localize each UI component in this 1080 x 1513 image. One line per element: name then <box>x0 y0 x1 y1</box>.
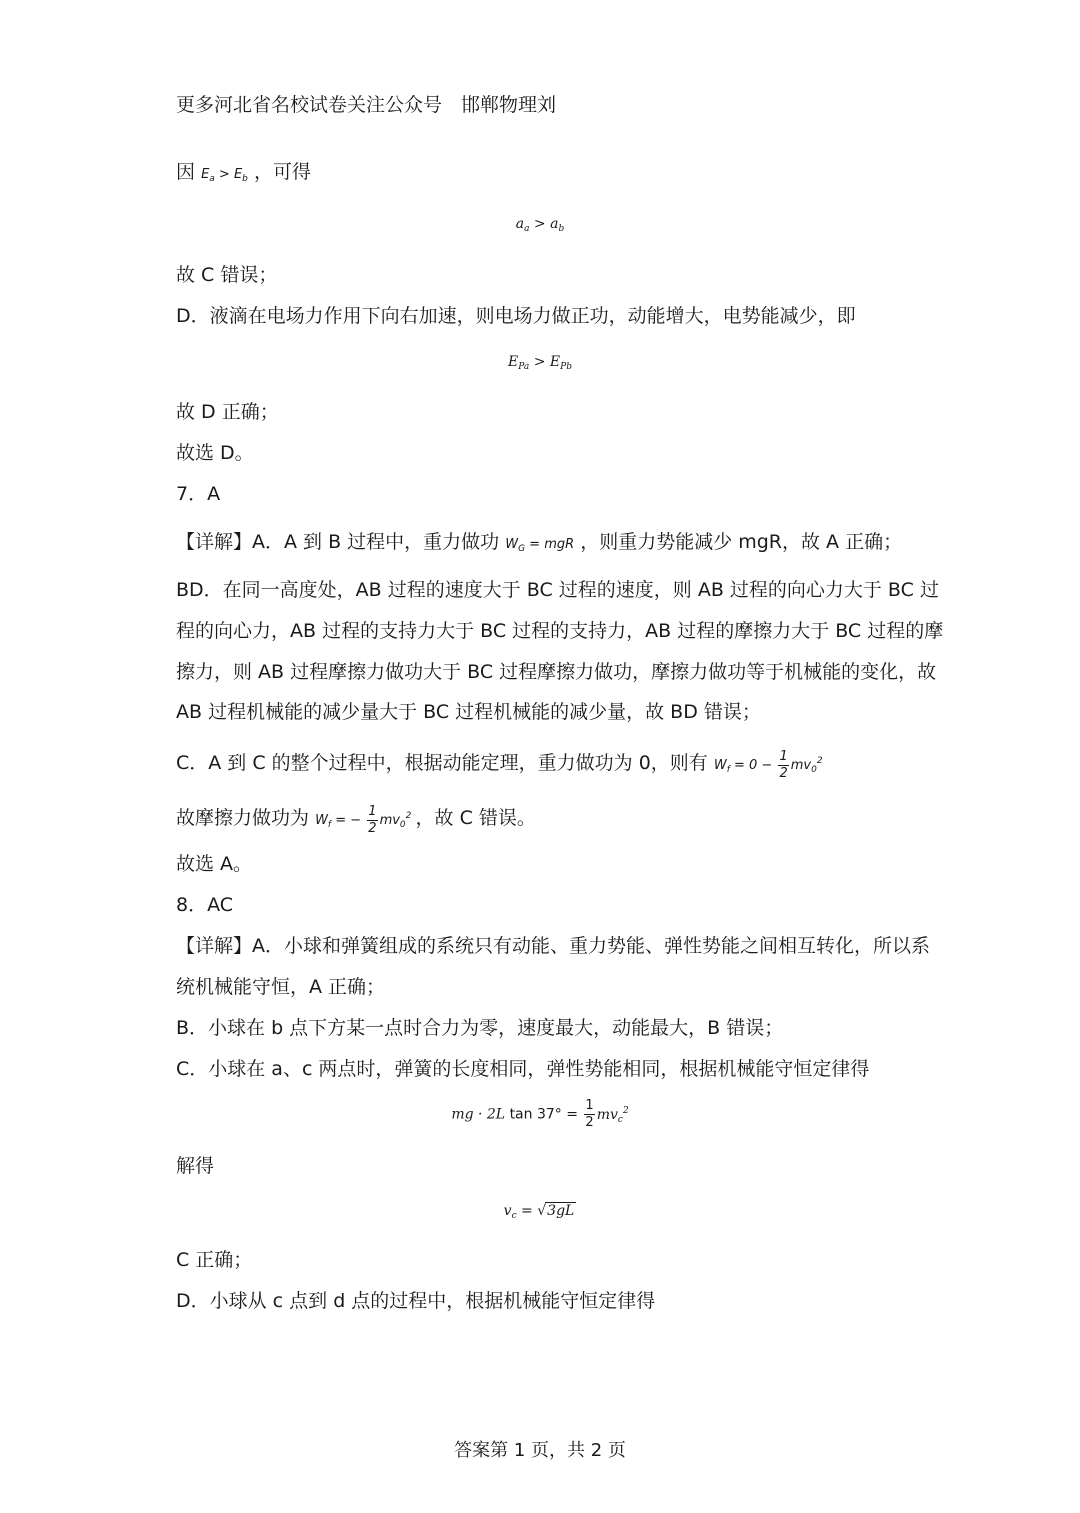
question-number-7: 7．A <box>176 483 221 505</box>
text-line: 故 D 正确； <box>176 401 279 423</box>
text-fragment: 故摩擦力做功为 <box>176 807 310 829</box>
text-line: BD．在同一高度处，AB 过程的速度大于 BC 过程的速度，则 AB 过程的向心力大于 BC 过 <box>176 579 939 601</box>
math-inline-wg: $W_G$ = mgR <box>505 537 575 554</box>
page-header: 更多河北省名校试卷关注公众号 邯郸物理刘 <box>176 94 557 116</box>
math-inline-wf1: $W_f = 0$ − $\frac{1}{2}$ $mv_0^2$ <box>713 749 823 781</box>
text-line: C．小球在 a、c 两点时，弹簧的长度相同，弹性势能相同，根据机械能守恒定律得 <box>176 1058 870 1080</box>
math-inline-wf2: $W_f$ = − $\frac{1}{2}$ $mv_0^2$ <box>315 804 412 836</box>
text-line: 擦力，则 AB 过程摩擦力做功大于 BC 过程摩擦力做功，摩擦力做功等于机械能的变化，故 <box>176 661 937 683</box>
text-fragment: A 到 B 过程中，重力做功 <box>284 531 500 553</box>
equation-aa-ab: $a_a > a_b$ <box>515 216 565 234</box>
text-fragment: 【详解】A． <box>176 531 284 553</box>
text-fragment: ，故 C 错误。 <box>415 807 536 829</box>
equation-energy-conservation: mg · 2L tan 37° = $\frac{1}{2}$ $mv_c^2$ <box>451 1098 629 1130</box>
text-line <box>176 804 536 837</box>
equation-vc: $v_c = √3gL$ <box>503 1203 575 1221</box>
page-footer: 答案第 1 页，共 2 页 <box>454 1440 626 1461</box>
math-inline-ea-eb: $E_a > E_b$ <box>201 167 248 184</box>
text-line: 统机械能守恒，A 正确； <box>176 976 386 998</box>
text-line: 故 C 错误； <box>176 264 278 286</box>
question-number-8: 8．AC <box>176 894 234 916</box>
text-fragment: ，则重力势能减少 mgR，故 A 正确； <box>580 531 903 553</box>
text-line <box>176 749 823 782</box>
text-line <box>176 530 902 561</box>
equation-epa-epb: $E_{Pa} > E_{Pb}$ <box>508 354 572 372</box>
text-line: 故选 D。 <box>176 442 254 464</box>
text-fragment: C．A 到 C 的整个过程中，根据动能定理，重力做功为 0，则有 <box>176 752 708 774</box>
text-line: 故选 A。 <box>176 853 253 875</box>
text-line <box>176 160 311 191</box>
text-line: B．小球在 b 点下方某一点时合力为零，速度最大，动能最大，B 错误； <box>176 1017 784 1039</box>
text-line: AB 过程机械能的减少量大于 BC 过程机械能的减少量，故 BD 错误； <box>176 701 761 723</box>
text-line: C 正确； <box>176 1249 253 1271</box>
text-line: D．小球从 c 点到 d 点的过程中，根据机械能守恒定律得 <box>176 1290 656 1312</box>
text-line: 解得 <box>176 1155 215 1177</box>
text-fragment: 因 <box>176 161 196 183</box>
text-line: D．液滴在电场力作用下向右加速，则电场力做正功，动能增大，电势能减少，即 <box>176 305 856 327</box>
text-fragment: ，可得 <box>253 161 311 183</box>
text-line: 【详解】A．小球和弹簧组成的系统只有动能、重力势能、弹性势能之间相互转化，所以系 <box>176 935 930 957</box>
text-line: 程的向心力，AB 过程的支持力大于 BC 过程的支持力，AB 过程的摩擦力大于 BC 过程的摩 <box>176 620 944 642</box>
